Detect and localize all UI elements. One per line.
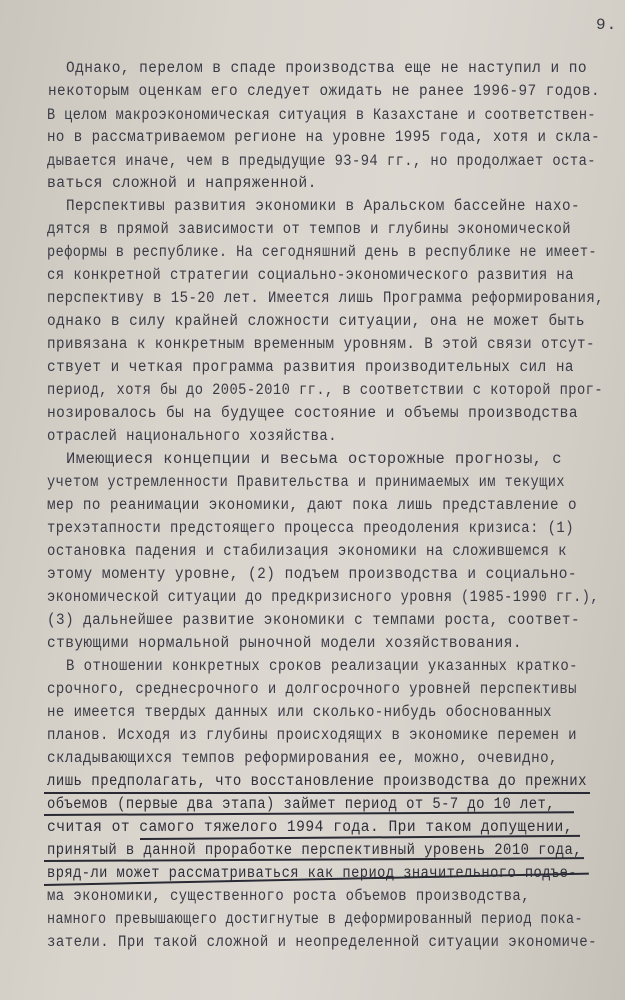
underlined-text-line: объемов (первые два этапа) займет период от 5-7 до 10 лет, xyxy=(47,795,555,813)
text-line: привязана к конкретным временным уровням. В этой связи отсут- xyxy=(47,335,595,353)
text-line: ма экономики, существенного роста объемов производства, xyxy=(47,887,530,905)
text-line: ствует и четкая программа развития производительных сил на xyxy=(47,358,574,376)
text-line: экономической ситуации до предкризисного уровня (1985-1990 гг.), xyxy=(47,588,599,606)
text-line: не имеется твердых данных или сколько-нибудь обоснованных xyxy=(47,703,552,721)
text-line: срочного, среднесрочного и долгосрочного уровней перспективы xyxy=(47,680,577,698)
text-line: Перспективы развития экономики в Аральском бассейне нахо- xyxy=(66,197,580,215)
text-line: Однако, перелом в спаде производства еще не наступил и по xyxy=(66,59,587,77)
text-line: ся конкретной стратегии социально-экономического развития на xyxy=(47,266,574,284)
text-line: дятся в прямой зависимости от темпов и глубины экономической xyxy=(47,220,571,238)
text-line: планов. Исходя из глубины происходящих в экономике перемен и xyxy=(47,726,577,744)
text-line: остановка падения и стабилизация экономики на сложившемся к xyxy=(47,542,567,560)
text-line: некоторым оценкам его следует ожидать не ранее 1996-97 годов. xyxy=(48,82,600,100)
underlined-text-line: лишь предполагать, что восстановление производства до прежних xyxy=(47,772,587,790)
text-line: перспективу в 15-20 лет. Имеется лишь Программа реформирования, xyxy=(47,289,604,307)
underlined-text-line: принятый в данной проработке перспективный уровень 2010 года, xyxy=(47,841,582,859)
text-line: В целом макроэкономическая ситуация в Казахстане и соответствен- xyxy=(47,106,596,124)
text-line: складывающихся темпов реформирования ее, можно, очевидно, xyxy=(47,749,558,767)
text-line: ствующими нормальной рыночной модели хозяйствования. xyxy=(47,634,522,652)
page-number: 9. xyxy=(596,16,618,34)
text-line: затели. При такой сложной и неопределенной ситуации экономиче- xyxy=(47,933,597,951)
text-line: намного превышающего достигнутые в деформированный период пока- xyxy=(47,910,583,928)
ink-underline xyxy=(44,792,590,794)
text-line: этому моменту уровне, (2) подъем производства и социально- xyxy=(47,565,577,583)
text-line: период, хотя бы до 2005-2010 гг., в соответствии с которой прог- xyxy=(47,381,603,399)
text-line: реформы в республике. На сегодняшний день в республике не имеет- xyxy=(47,243,597,261)
text-line: мер по реанимации экономики, дают пока лишь представление о xyxy=(47,496,577,514)
text-line: отраслей национального хозяйства. xyxy=(47,427,337,445)
text-line: трехэтапности предстоящего процесса преодоления кризиса: (1) xyxy=(47,519,574,537)
underlined-text-line: вряд-ли может рассматриваться как период значительного подъе- xyxy=(47,864,577,882)
text-line: Имеющиеся концепции и весьма осторожные прогнозы, с xyxy=(66,450,562,468)
text-line: В отношении конкретных сроков реализации указанных кратко- xyxy=(66,657,578,675)
text-line: однако в силу крайней сложности ситуации, она не может быть xyxy=(47,312,585,330)
underlined-text-line: считая от самого тяжелого 1994 года. При таком допущении, xyxy=(47,818,573,836)
text-line: дывается иначе, чем в предыдущие 93-94 гг., но продолжает оста- xyxy=(47,152,596,170)
text-line: (3) дальнейшее развитие экономики с темпами роста, соответ- xyxy=(47,611,580,629)
text-line: учетом устремленности Правительства и принимаемых им текущих xyxy=(47,473,565,491)
text-line: но в рассматриваемом регионе на уровне 1995 года, хотя и скла- xyxy=(47,128,600,146)
text-line: ваться сложной и напряженной. xyxy=(47,174,317,192)
text-line: нозировалось бы на будущее состояние и объемы производства xyxy=(47,404,578,422)
